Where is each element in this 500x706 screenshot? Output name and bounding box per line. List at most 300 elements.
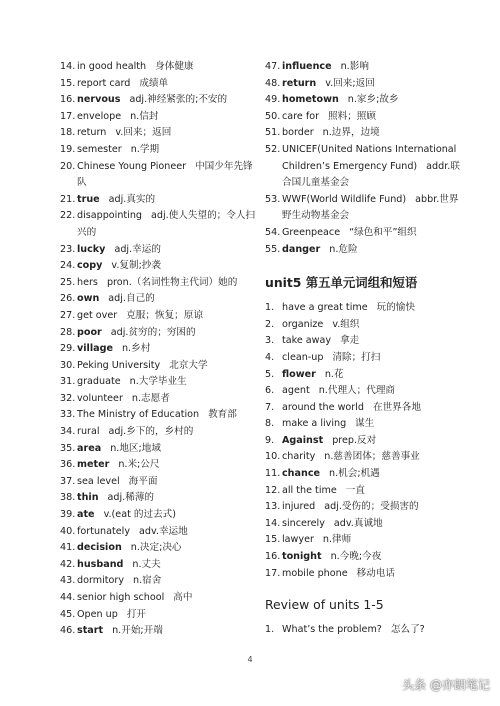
vocab-entry [60,76,256,93]
entry-meaning: 打开 [126,608,147,620]
entry-text [282,125,465,142]
entry-meaning: 身体健康 [155,61,194,72]
entry-text [77,540,256,557]
entry-term: nervous [77,94,121,106]
vocab-entry [265,192,465,225]
entry-number: 25. [60,276,76,288]
vocab-entry [265,333,465,350]
vocab-entry [60,457,256,474]
watermark [402,676,490,693]
vocab-entry [60,424,256,441]
entry-meaning: v.复制;抄袭 [111,260,161,272]
entry-text [77,291,256,308]
entry-meaning: 谋生 [355,418,375,430]
vocab-entry [265,92,465,109]
vocab-entry [265,367,465,384]
entry-number: 14. [60,61,76,72]
entry-meaning: pron.（名词性物主代词）她的 [106,276,238,288]
right-column [265,59,465,639]
entry-text [282,333,465,350]
vocab-entry [265,449,465,466]
entry-text [77,192,256,209]
entry-term: border [282,127,314,139]
entry-text [77,59,256,76]
entry-number: 15. [265,534,281,546]
entry-term: Greenpeace [282,226,341,238]
entry-text [77,308,256,325]
entry-term: copy [77,260,103,272]
entry-number: 16. [265,551,281,563]
entry-meaning: adj.自己的 [108,293,155,305]
entry-meaning: v.回来;返回 [325,77,375,89]
entry-text [77,341,256,358]
entry-number: 15. [60,77,76,89]
vocab-entry [265,516,465,533]
vocab-entry [60,490,256,507]
vocab-entry [60,407,256,424]
vocab-entry [60,258,256,275]
entry-term: clean-up [282,351,324,363]
entry-term: sea level [77,475,120,487]
entry-number: 13. [265,501,281,513]
entry-term: flower [282,368,316,380]
entry-number: 5. [265,368,275,380]
entry-text [282,400,465,417]
vocab-entry [265,350,465,367]
entry-meaning: 一直 [345,484,365,496]
entry-meaning: adj.神经紧张的;不安的 [129,94,228,106]
vocab-entry [265,76,465,93]
entry-number: 34. [60,426,76,438]
vocab-entry [265,225,465,242]
entry-meaning: adj.贫穷的；穷困的 [110,326,196,338]
entry-number: 40. [60,525,76,537]
entry-number: 30. [60,359,76,371]
entry-number: 17. [265,567,281,579]
vocab-entry [60,291,256,308]
entry-term: dormitory [77,575,124,587]
entry-number: 33. [60,409,76,421]
entry-term: own [77,293,100,305]
entry-meaning: n.信封 [130,110,159,122]
entry-text [282,242,465,259]
vocab-entry [265,125,465,142]
entry-meaning: adj.幸运的 [114,243,161,255]
entry-term: ate [77,509,95,521]
vocab-entry [265,59,465,76]
entry-number: 44. [60,592,76,603]
entry-term: report card [77,77,131,89]
vocab-entry [60,590,256,607]
entry-meaning: n.丈夫 [132,558,161,570]
entry-text [77,607,256,624]
vocab-entry [60,308,256,325]
entry-number: 2. [265,318,275,330]
vocab-entry [60,275,256,292]
vocab-entry [265,566,465,583]
vocab-entry [265,622,465,639]
entry-text [77,109,256,126]
entry-text [77,623,256,640]
entry-number: 16. [60,94,76,106]
entry-number: 20. [60,160,76,172]
entry-text [282,449,465,466]
left-column [60,59,256,640]
entry-number: 23. [60,243,76,255]
entry-text [77,524,256,541]
entry-term: tonight [282,551,322,563]
vocab-entry [60,109,256,126]
entry-text [77,208,256,241]
vocab-entry [60,92,256,109]
entry-meaning: n.学期 [130,143,160,155]
entry-term: meter [77,459,110,471]
entry-term: take away [282,335,332,347]
vocab-entry [265,383,465,400]
vocab-entry [60,623,256,640]
entry-meaning: addr.联合国儿童基金会 [282,160,460,189]
vocab-entry [265,400,465,417]
entry-term: rural [77,426,100,438]
entry-number: 32. [60,392,76,404]
entry-term: What’s the problem? [282,624,382,636]
entry-number: 48. [265,77,281,89]
vocab-entry [60,441,256,458]
entry-text [282,549,465,566]
vocab-entry [265,109,465,126]
entry-meaning: n.慈善团体；慈善事业 [324,451,420,463]
entry-number: 54. [265,226,281,238]
vocab-entry [265,416,465,433]
entry-number: 43. [60,575,76,587]
entry-text [282,350,465,367]
entry-meaning: v.回来；返回 [115,127,172,139]
entry-term: in good health [77,61,147,72]
entry-meaning: 在世界各地 [373,401,421,413]
entry-text [77,76,256,93]
entry-text [282,59,465,76]
entry-number: 28. [60,326,76,338]
entry-number: 38. [60,492,76,504]
entry-text [282,192,465,225]
vocab-entry [265,317,465,334]
watermark-text: 头条 @亦朗笔记 [402,678,490,692]
vocab-entry [60,159,256,192]
vocab-entry [265,433,465,450]
entry-term: lawyer [282,534,314,546]
entry-term: Peking University [77,359,161,371]
page-number: 4 [247,655,253,664]
entry-term: thin [77,492,99,504]
entry-text [77,573,256,590]
entry-text [77,441,256,458]
entry-number: 7. [265,401,275,413]
entry-meaning: 玩的愉快 [376,302,415,314]
entry-text [77,242,256,259]
vocab-entry [60,325,256,342]
entry-meaning: 清除；打扫 [332,351,381,363]
entry-number: 36. [60,459,76,471]
vocab-entry [265,549,465,566]
entry-text [77,490,256,507]
entry-meaning: n.大学毕业生 [129,376,187,388]
entry-text [282,367,465,384]
entry-number: 53. [265,193,281,205]
entry-term: The Ministry of Education [77,409,200,421]
entry-text [282,317,465,334]
entry-meaning: 高中 [173,592,193,603]
entry-number: 19. [60,143,76,155]
entry-term: Open up [77,608,118,620]
entry-term: disappointing [77,210,143,222]
entry-number: 11. [265,468,281,480]
entry-number: 8. [265,418,275,430]
entry-text [77,159,256,192]
entry-text [77,557,256,574]
entry-number: 10. [265,451,281,463]
vocab-entry [60,142,256,159]
vocab-entry [265,499,465,516]
entry-meaning: 移动电话 [356,567,395,579]
vocab-entry [60,524,256,541]
entry-text [282,225,465,242]
entry-term: poor [77,326,102,338]
vocab-entry [60,573,256,590]
entry-text [282,516,465,533]
entry-text [282,300,465,317]
entry-meaning: n.代理人；代理商 [318,385,396,397]
entry-term: decision [77,542,122,554]
entry-term: return [77,127,107,139]
entry-text [282,383,465,400]
vocab-entry [60,341,256,358]
entry-meaning: 克服；恢复；原谅 [126,309,203,321]
entry-text [282,433,465,450]
entry-text [77,407,256,424]
entry-term: lucky [77,243,106,255]
entry-text [282,142,465,192]
entry-text [282,92,465,109]
vocab-entry [60,607,256,624]
entry-number: 3. [265,335,275,347]
vocab-entry [265,483,465,500]
entry-term: Chinese Young Pioneer [77,160,187,172]
entry-text [77,424,256,441]
vocab-entry [265,300,465,317]
entry-number: 41. [60,542,76,554]
entry-meaning: n.决定;决心 [130,542,182,554]
entry-meaning: n.志愿者 [131,392,170,404]
entry-meaning: adv.真诚地 [333,517,383,529]
entry-term: injured [282,501,316,513]
vocab-entry [60,59,256,76]
entry-term: make a living [282,418,347,430]
entry-term: get over [77,309,118,321]
entry-number: 37. [60,475,76,487]
entry-term: danger [282,243,321,255]
entry-text [77,325,256,342]
entry-meaning: n.乡村 [121,343,151,355]
entry-text [77,507,256,524]
entry-number: 46. [60,625,76,637]
entry-number: 22. [60,210,76,222]
unit5-section-title: unit5 第五单元词组和短语 [265,275,418,291]
entry-term: UNICEF(United Nations International Children’s Emergency Fund) [282,143,457,172]
entry-term: WWF(World Wildlife Fund) [282,193,407,205]
entry-term: all the time [282,484,337,496]
entry-number: 24. [60,260,76,272]
entry-meaning: 拿走 [340,335,360,347]
entry-term: senior high school [77,592,165,603]
entry-number: 52. [265,143,281,155]
entry-number: 1. [265,624,275,636]
entry-number: 42. [60,558,76,570]
entry-number: 45. [60,608,76,620]
entry-meaning: n.影响 [340,61,369,72]
vocab-entry [60,540,256,557]
entry-meaning: n.律师 [322,534,352,546]
entry-number: 12. [265,484,281,496]
vocab-entry [60,474,256,491]
entry-text [282,109,465,126]
entry-text [77,391,256,408]
entry-meaning: adv.幸运地 [139,525,188,537]
entry-number: 27. [60,309,76,321]
entry-term: fortunately [77,525,130,537]
entry-meaning: 照料；照顾 [328,110,376,122]
entry-term: have a great time [282,302,368,314]
entry-number: 35. [60,442,76,454]
entry-meaning: prep.反对 [332,434,377,446]
entry-term: care for [282,110,320,122]
entry-number: 31. [60,376,76,388]
entry-meaning: v.组织 [332,318,360,330]
entry-text [77,125,256,142]
entry-number: 55. [265,243,281,255]
vocab-entry [60,391,256,408]
entry-term: area [77,442,102,454]
entry-term: agent [282,385,310,397]
entry-term: volunteer [77,392,123,404]
entry-number: 39. [60,509,76,521]
entry-meaning: 中国少年先锋队 [77,160,253,189]
vocab-entry [60,374,256,391]
entry-text [77,142,256,159]
entry-number: 14. [265,517,281,529]
entry-number: 51. [265,127,281,139]
entry-meaning: “绿色和平”组织 [349,226,417,238]
vocab-entry [60,192,256,209]
vocab-entry [60,125,256,142]
vocab-entry [60,242,256,259]
entry-term: start [77,625,104,637]
entry-meaning: n.家乡;故乡 [347,94,399,106]
entry-meaning: adj.乡下的，乡村的 [108,426,194,438]
entry-meaning: adj.稀薄的 [107,492,155,504]
entry-meaning: n.花 [324,368,344,380]
entry-meaning: 北京大学 [169,359,208,371]
entry-number: 50. [265,110,281,122]
entry-meaning: n.开始;开端 [112,625,163,637]
entry-text [77,474,256,491]
entry-text [77,590,256,607]
entry-meaning: n.地区;地域 [110,442,161,454]
vocab-entry [60,208,256,241]
entry-meaning: n.米;公尺 [118,459,160,471]
entry-meaning: adj.使人失望的；令人扫兴的 [77,210,256,238]
vocab-list-continued [265,59,465,258]
entry-number: 1. [265,302,275,314]
entry-term: sincerely [282,517,325,529]
entry-term: envelope [77,110,122,122]
entry-text [77,92,256,109]
entry-text [282,416,465,433]
entry-text [77,457,256,474]
vocab-entry [265,466,465,483]
entry-number: 9. [265,434,275,446]
entry-number: 18. [60,127,76,139]
entry-text [282,483,465,500]
entry-term: chance [282,468,321,480]
entry-meaning: adj.受伤的；受损害的 [324,501,419,513]
entry-text [282,532,465,549]
entry-term: hometown [282,94,339,106]
vocab-entry [60,557,256,574]
entry-term: around the world [282,401,364,413]
entry-meaning: 海平面 [128,475,158,487]
unit5-phrase-list [265,300,465,582]
entry-number: 29. [60,343,76,355]
entry-meaning: n.危险 [329,243,358,255]
entry-meaning: n.边界，边境 [322,127,380,139]
entry-number: 49. [265,94,281,106]
vocab-entry [265,142,465,192]
entry-text [282,566,465,583]
entry-number: 21. [60,193,76,205]
entry-term: organize [282,318,324,330]
entry-meaning: 成绩单 [139,77,169,89]
review-list [265,622,465,639]
entry-meaning: adj.真实的 [108,193,156,205]
vocab-entry [265,532,465,549]
entry-term: husband [77,558,124,570]
entry-term: semester [77,143,122,155]
entry-number: 17. [60,110,76,122]
vocab-entry [60,358,256,375]
entry-term: mobile phone [282,567,348,579]
entry-term: return [282,77,317,89]
entry-text [282,499,465,516]
entry-meaning: 怎么了? [390,624,425,636]
vocab-entry [265,242,465,259]
entry-text [282,622,465,639]
entry-term: true [77,193,100,205]
entry-meaning: n.机会;机遇 [329,468,380,480]
entry-text [77,275,256,292]
entry-term: Against [282,434,324,446]
entry-term: village [77,343,113,355]
entry-term: influence [282,61,332,72]
entry-number: 26. [60,293,76,305]
entry-text [77,374,256,391]
entry-number: 47. [265,61,281,72]
vocab-entry [60,507,256,524]
entry-text [282,466,465,483]
entry-term: charity [282,451,316,463]
entry-text [77,358,256,375]
entry-term: graduate [77,376,121,388]
entry-meaning: 教育部 [208,409,237,421]
